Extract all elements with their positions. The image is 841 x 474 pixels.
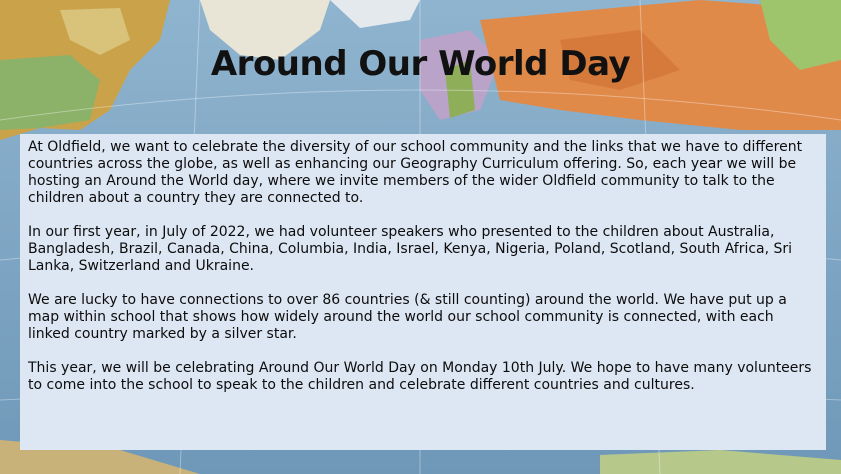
info-panel <box>20 134 826 450</box>
first-year-paragraph: In our first year, in July of 2022, we had volunteer speakers who presented to the children about Australia, Bangladesh, Brazil, Canada, China, Columbia, India, Israel, Kenya, Nigeria, Poland, Scotland, South Africa, Sri Lanka, Switzerland and Ukraine. <box>28 224 793 274</box>
this-year-paragraph: This year, we will be celebrating Around Our World Day on Monday 10th July. We hope to have many volunteers to come into the school to speak to the children and celebrate different countries and cultures. <box>28 360 812 393</box>
intro-paragraph: At Oldfield, we want to celebrate the diversity of our school community and the links that we have to different countries across the globe, as well as enhancing our Geography Curriculum offering. So, each year we will be hosting an Around the World day, where we invite members of the wider Oldfield community to talk to the children about a country they are connected to. <box>28 139 803 206</box>
connections-paragraph: We are lucky to have connections to over 86 countries (& still counting) around the world. We have put up a map within school that shows how widely around the world our school community is connected, with each linked country marked by a silver star. <box>28 292 787 342</box>
page-title: Around Our World Day <box>210 44 631 84</box>
